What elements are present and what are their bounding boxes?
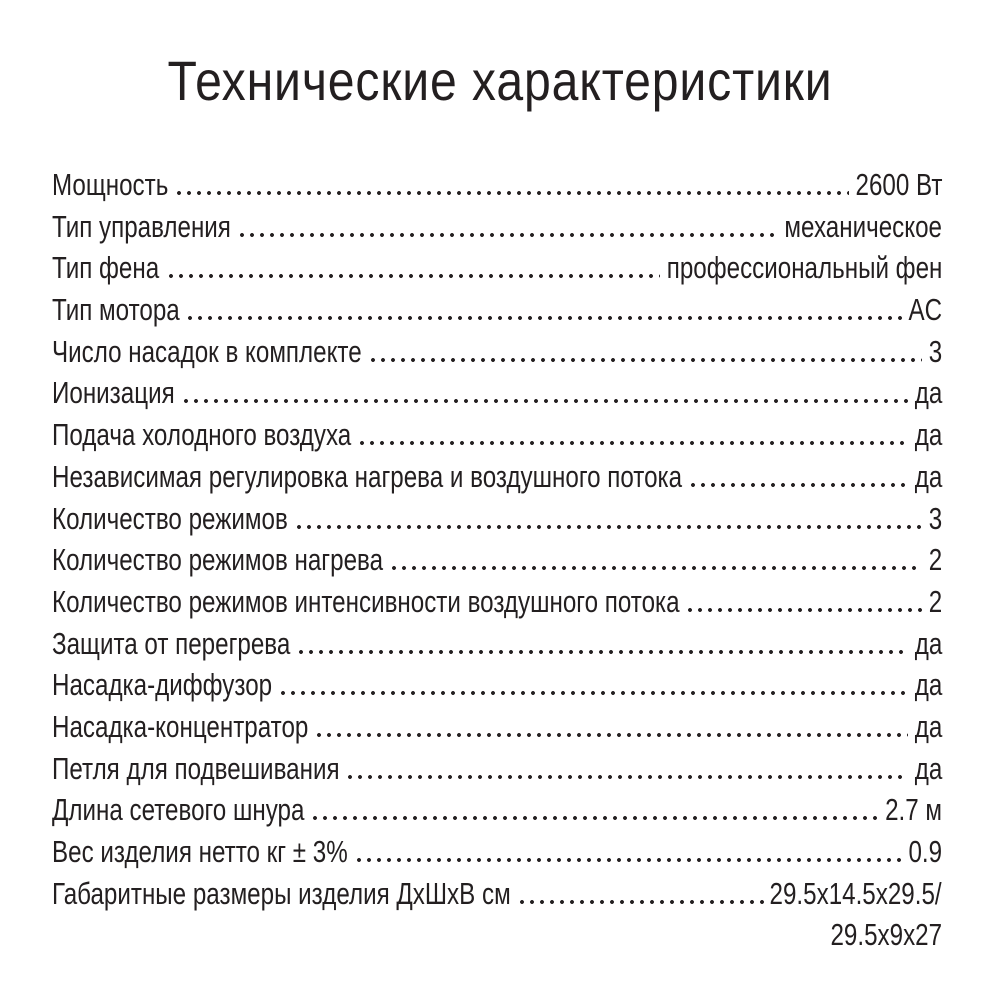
- spec-value: да: [914, 375, 942, 411]
- spec-label: Насадка-концентратор: [52, 708, 309, 744]
- spec-value-line-1: 29.5x14.5x29.5/: [769, 875, 942, 911]
- spec-row-diffuser: [52, 664, 942, 706]
- spec-value: да: [914, 667, 942, 703]
- dot-leader: [278, 664, 908, 705]
- spec-row-independent-control: [52, 456, 942, 498]
- spec-label: Тип управления: [52, 208, 231, 244]
- spec-label: Защита от перегрева: [52, 625, 291, 661]
- spec-row-heat-modes: [52, 539, 942, 581]
- spec-label: Число насадок в комплекте: [52, 333, 362, 369]
- dot-leader: [314, 706, 908, 747]
- spec-value: AC: [908, 292, 942, 328]
- spec-value: профессиональный фен: [666, 250, 942, 286]
- dot-leader: [357, 414, 908, 455]
- dot-leader: [389, 539, 922, 580]
- spec-row-modes-count: [52, 498, 942, 540]
- spec-row-cold-air: [52, 414, 942, 456]
- spec-label: Габаритные размеры изделия ДхШхВ см: [52, 875, 511, 911]
- spec-label: Ионизация: [52, 375, 175, 411]
- spec-label: Количество режимов: [52, 500, 288, 536]
- spec-value: 2600 Вт: [855, 167, 942, 202]
- dot-leader: [181, 372, 908, 413]
- spec-value-line-2: 29.5x9x27: [830, 916, 942, 952]
- dot-leader: [296, 623, 908, 664]
- spec-row-ionization: [52, 372, 942, 414]
- spec-row-airflow-modes: [52, 581, 942, 623]
- dot-leader: [294, 498, 922, 539]
- dot-leader: [688, 456, 908, 497]
- spec-row-hanging-loop: [52, 748, 942, 790]
- spec-label: Тип фена: [52, 250, 160, 286]
- dot-leader: [166, 247, 660, 288]
- spec-label: Вес изделия нетто кг ± 3%: [52, 834, 348, 869]
- dot-leader: [345, 748, 908, 789]
- spec-row-cord-length: [52, 789, 942, 831]
- spec-value: 2: [928, 542, 942, 578]
- spec-value: 3: [928, 500, 942, 536]
- spec-label: Длина сетевого шнура: [52, 792, 305, 828]
- dot-leader: [685, 581, 922, 622]
- dot-leader: [354, 831, 902, 872]
- dot-leader: [517, 873, 765, 914]
- page-title: Технические характеристики: [167, 49, 833, 112]
- spec-label: Количество режимов интенсивности воздушного потока: [52, 583, 680, 619]
- spec-label: Насадка-диффузор: [52, 667, 273, 703]
- spec-label: Количество режимов нагрева: [52, 542, 384, 578]
- spec-value: [770, 873, 942, 955]
- spec-row-dryer-type: [52, 247, 942, 289]
- spec-row-control-type: [52, 206, 942, 248]
- spec-row-attachments-count: [52, 331, 942, 373]
- spec-value: да: [914, 458, 942, 494]
- dot-leader: [237, 206, 778, 247]
- spec-label: Подача холодного воздуха: [52, 417, 352, 453]
- spec-label: Тип мотора: [52, 292, 180, 328]
- spec-value: да: [914, 708, 942, 744]
- dot-leader: [185, 289, 902, 330]
- spec-row-overheat-protection: [52, 623, 942, 665]
- dot-leader: [368, 331, 923, 372]
- spec-row-motor-type: [52, 289, 942, 331]
- spec-value: да: [914, 750, 942, 786]
- spec-label: Петля для подвешивания: [52, 750, 340, 786]
- spec-row-net-weight: [52, 831, 942, 873]
- spec-value: да: [914, 625, 942, 661]
- dot-leader: [310, 789, 879, 830]
- spec-value: 2.7 м: [885, 792, 942, 828]
- spec-value: механическое: [784, 208, 942, 244]
- spec-value: да: [914, 417, 942, 453]
- dot-leader: [174, 164, 848, 205]
- spec-value: 0.9: [908, 834, 942, 869]
- spec-value: 2: [928, 583, 942, 619]
- spec-row-power: [52, 164, 942, 206]
- spec-row-dimensions: [52, 873, 942, 957]
- spec-value: 3: [928, 333, 942, 369]
- spec-row-concentrator: [52, 706, 942, 748]
- spec-label: Мощность: [52, 167, 169, 202]
- spec-list: [52, 164, 942, 957]
- spec-label: Независимая регулировка нагрева и воздушного потока: [52, 458, 683, 494]
